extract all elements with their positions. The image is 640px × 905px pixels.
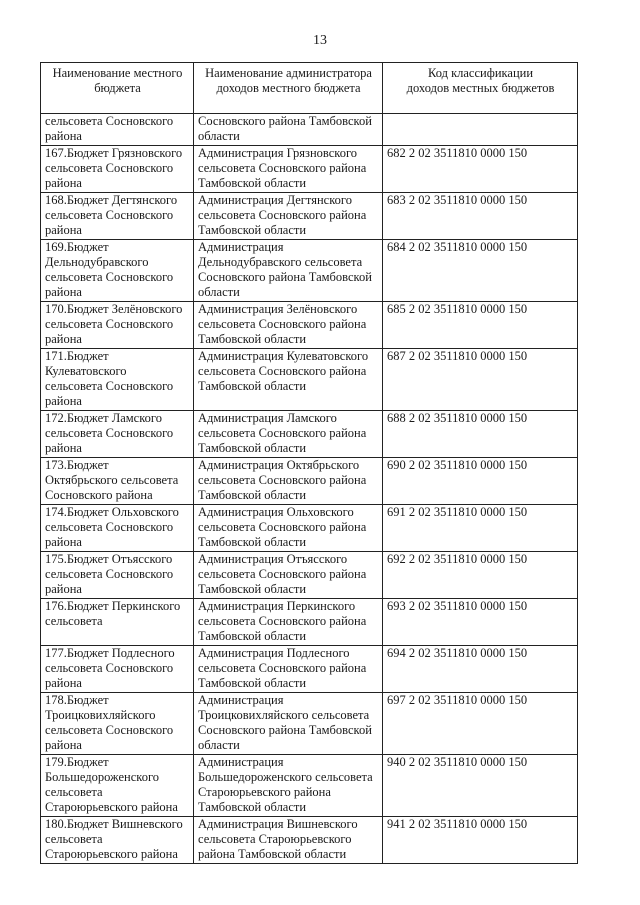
administrator-name-cell — [194, 240, 383, 302]
cell-line: Тамбовской области — [198, 176, 307, 190]
cell-line: Тамбовской области — [198, 488, 307, 502]
cell-line: 175.Бюджет Отъясского — [45, 552, 173, 566]
classification-code-cell: 684 2 02 3511810 0000 150 — [383, 240, 578, 302]
cell-line: Тамбовской области — [198, 332, 307, 346]
cell-line: сельсовета Сосновского района — [198, 364, 367, 378]
table-row — [41, 193, 578, 240]
table-row — [41, 817, 578, 864]
cell-line: Большедороженского — [45, 770, 160, 784]
administrator-name-cell — [194, 146, 383, 193]
cell-line: 169.Бюджет — [45, 240, 109, 254]
classification-code-cell: 692 2 02 3511810 0000 150 — [383, 552, 578, 599]
cell-line: Администрация Отъясского — [198, 552, 348, 566]
budget-name-cell — [41, 552, 194, 599]
budget-name-cell — [41, 458, 194, 505]
budget-name-cell — [41, 146, 194, 193]
cell-line: области — [198, 285, 240, 299]
cell-line: района — [45, 676, 82, 690]
cell-line: Администрация — [198, 755, 284, 769]
cell-line: Администрация Вишневского — [198, 817, 358, 831]
cell-line: Администрация Грязновского — [198, 146, 358, 160]
administrator-name-cell — [194, 552, 383, 599]
cell-line: сельсовета Сосновского — [45, 317, 174, 331]
cell-line: сельсовета — [45, 832, 103, 846]
table-row — [41, 240, 578, 302]
cell-line: района — [45, 129, 82, 143]
cell-line: Тамбовской области — [198, 676, 307, 690]
cell-line: района Тамбовской области — [198, 847, 347, 861]
cell-line: Администрация Октябрьского — [198, 458, 360, 472]
table-row — [41, 114, 578, 146]
cell-line: сельсовета — [45, 614, 103, 628]
cell-line: сельсовета Староюрьевского — [198, 832, 352, 846]
cell-line: 173.Бюджет — [45, 458, 109, 472]
table-row — [41, 302, 578, 349]
cell-line: 172.Бюджет Ламского — [45, 411, 162, 425]
cell-line: сельсовета Сосновского района — [198, 161, 367, 175]
budget-name-cell — [41, 193, 194, 240]
budget-name-cell — [41, 349, 194, 411]
cell-line: сельсовета Сосновского — [45, 270, 174, 284]
cell-line: Администрация — [198, 240, 284, 254]
header-line: доходов местного бюджета — [216, 81, 361, 95]
cell-line: Администрация — [198, 693, 284, 707]
cell-line: Кулеватовского — [45, 364, 127, 378]
cell-line: 178.Бюджет — [45, 693, 109, 707]
cell-line: сельсовета Сосновского — [45, 426, 174, 440]
table-body — [41, 114, 578, 864]
cell-line: сельсовета Сосновского района — [198, 614, 367, 628]
cell-line: Большедороженского сельсовета — [198, 770, 373, 784]
budget-name-cell — [41, 240, 194, 302]
cell-line: Тамбовской области — [198, 223, 307, 237]
cell-line: сельсовета Сосновского — [45, 661, 174, 675]
cell-line: Староюрьевского района — [45, 847, 178, 861]
header-code — [383, 63, 578, 114]
cell-line: сельсовета Сосновского района — [198, 473, 367, 487]
administrator-name-cell — [194, 193, 383, 240]
budget-name-cell — [41, 817, 194, 864]
classification-code-cell: 697 2 02 3511810 0000 150 — [383, 693, 578, 755]
cell-line: 174.Бюджет Ольховского — [45, 505, 179, 519]
cell-line: сельсовета Сосновского района — [198, 567, 367, 581]
cell-line: сельсовета Сосновского района — [198, 520, 367, 534]
budget-name-cell — [41, 505, 194, 552]
cell-line: 179.Бюджет — [45, 755, 109, 769]
budget-name-cell — [41, 114, 194, 146]
cell-line: 177.Бюджет Подлесного — [45, 646, 175, 660]
cell-line: сельсовета Сосновского — [45, 379, 174, 393]
page-number: 13 — [313, 33, 327, 48]
table-header-row — [41, 63, 578, 114]
cell-line: сельсовета Сосновского — [45, 723, 174, 737]
cell-line: сельсовета Сосновского — [45, 520, 174, 534]
administrator-name-cell — [194, 599, 383, 646]
cell-line: 171.Бюджет — [45, 349, 109, 363]
table-row — [41, 458, 578, 505]
administrator-name-cell — [194, 693, 383, 755]
cell-line: 180.Бюджет Вишневского — [45, 817, 183, 831]
header-line: Наименование администратора — [205, 66, 372, 80]
cell-line: Дельнодубравского — [45, 255, 149, 269]
cell-line: района — [45, 176, 82, 190]
budget-table — [40, 62, 578, 864]
classification-code-cell: 941 2 02 3511810 0000 150 — [383, 817, 578, 864]
classification-code-cell: 683 2 02 3511810 0000 150 — [383, 193, 578, 240]
cell-line: Троицковихляйского сельсовета — [198, 708, 370, 722]
administrator-name-cell — [194, 458, 383, 505]
cell-line: Тамбовской области — [198, 535, 307, 549]
classification-code-cell: 682 2 02 3511810 0000 150 — [383, 146, 578, 193]
cell-line: Староюрьевского района — [45, 800, 178, 814]
administrator-name-cell — [194, 114, 383, 146]
cell-line: Тамбовской области — [198, 582, 307, 596]
header-budget — [41, 63, 194, 114]
budget-name-cell — [41, 755, 194, 817]
cell-line: Администрация Подлесного — [198, 646, 350, 660]
cell-line: района — [45, 582, 82, 596]
cell-line: сельсовета Сосновского района — [198, 426, 367, 440]
table-row — [41, 693, 578, 755]
cell-line: Администрация Ламского — [198, 411, 337, 425]
header-line: бюджета — [94, 81, 141, 95]
cell-line: Тамбовской области — [198, 629, 307, 643]
cell-line: Староюрьевского района — [198, 785, 331, 799]
cell-line: сельсовета Сосновского района — [198, 208, 367, 222]
cell-line: района — [45, 535, 82, 549]
cell-line: 167.Бюджет Грязновского — [45, 146, 183, 160]
administrator-name-cell — [194, 817, 383, 864]
cell-line: Администрация Перкинского — [198, 599, 356, 613]
budget-name-cell — [41, 646, 194, 693]
table-row — [41, 552, 578, 599]
cell-line: Администрация Ольховского — [198, 505, 354, 519]
administrator-name-cell — [194, 755, 383, 817]
header-line: Код классификации — [427, 66, 534, 80]
cell-line: 176.Бюджет Перкинского — [45, 599, 181, 613]
cell-line: Администрация Кулеватовского — [198, 349, 369, 363]
cell-line: области — [198, 129, 240, 143]
cell-line: Тамбовской области — [198, 441, 307, 455]
cell-line: сельсовета Сосновского — [45, 161, 174, 175]
classification-code-cell: 688 2 02 3511810 0000 150 — [383, 411, 578, 458]
cell-line: Октябрьского сельсовета — [45, 473, 179, 487]
cell-line: 168.Бюджет Дегтянского — [45, 193, 178, 207]
cell-line: сельсовета Сосновского — [45, 567, 174, 581]
cell-line: района — [45, 394, 82, 408]
header-line: доходов местных бюджетов — [406, 81, 555, 95]
cell-line: 170.Бюджет Зелёновского — [45, 302, 183, 316]
cell-line: района — [45, 223, 82, 237]
cell-line: области — [198, 738, 240, 752]
classification-code-cell: 940 2 02 3511810 0000 150 — [383, 755, 578, 817]
cell-line: Тамбовской области — [198, 800, 307, 814]
classification-code-cell: 694 2 02 3511810 0000 150 — [383, 646, 578, 693]
table-row — [41, 146, 578, 193]
classification-code-cell — [383, 114, 578, 146]
table-row — [41, 505, 578, 552]
cell-line: сельсовета — [45, 785, 103, 799]
budget-name-cell — [41, 411, 194, 458]
administrator-name-cell — [194, 646, 383, 693]
cell-line: района — [45, 738, 82, 752]
budget-name-cell — [41, 599, 194, 646]
administrator-name-cell — [194, 411, 383, 458]
cell-line: Тамбовской области — [198, 379, 307, 393]
cell-line: Сосновского района Тамбовской — [198, 723, 372, 737]
administrator-name-cell — [194, 302, 383, 349]
classification-code-cell: 685 2 02 3511810 0000 150 — [383, 302, 578, 349]
cell-line: района — [45, 332, 82, 346]
cell-line: Администрация Дегтянского — [198, 193, 352, 207]
cell-line: сельсовета Сосновского района — [198, 317, 367, 331]
cell-line: Администрация Зелёновского — [198, 302, 358, 316]
administrator-name-cell — [194, 349, 383, 411]
table-row — [41, 646, 578, 693]
cell-line: сельсовета Сосновского района — [198, 661, 367, 675]
cell-line: Сосновского района Тамбовской — [198, 270, 372, 284]
header-line: Наименование местного — [52, 66, 183, 80]
header-administrator — [194, 63, 383, 114]
table-row — [41, 411, 578, 458]
table-row — [41, 599, 578, 646]
classification-code-cell: 693 2 02 3511810 0000 150 — [383, 599, 578, 646]
cell-line: района — [45, 441, 82, 455]
cell-line: сельсовета Сосновского — [45, 114, 174, 128]
classification-code-cell: 691 2 02 3511810 0000 150 — [383, 505, 578, 552]
cell-line: сельсовета Сосновского — [45, 208, 174, 222]
cell-line: Дельнодубравского сельсовета — [198, 255, 363, 269]
cell-line: Сосновского района Тамбовской — [198, 114, 372, 128]
budget-name-cell — [41, 302, 194, 349]
budget-name-cell — [41, 693, 194, 755]
cell-line: района — [45, 285, 82, 299]
cell-line: Троицковихляйского — [45, 708, 156, 722]
table-row — [41, 755, 578, 817]
table-row — [41, 349, 578, 411]
classification-code-cell: 687 2 02 3511810 0000 150 — [383, 349, 578, 411]
cell-line: Сосновского района — [45, 488, 153, 502]
classification-code-cell: 690 2 02 3511810 0000 150 — [383, 458, 578, 505]
administrator-name-cell — [194, 505, 383, 552]
